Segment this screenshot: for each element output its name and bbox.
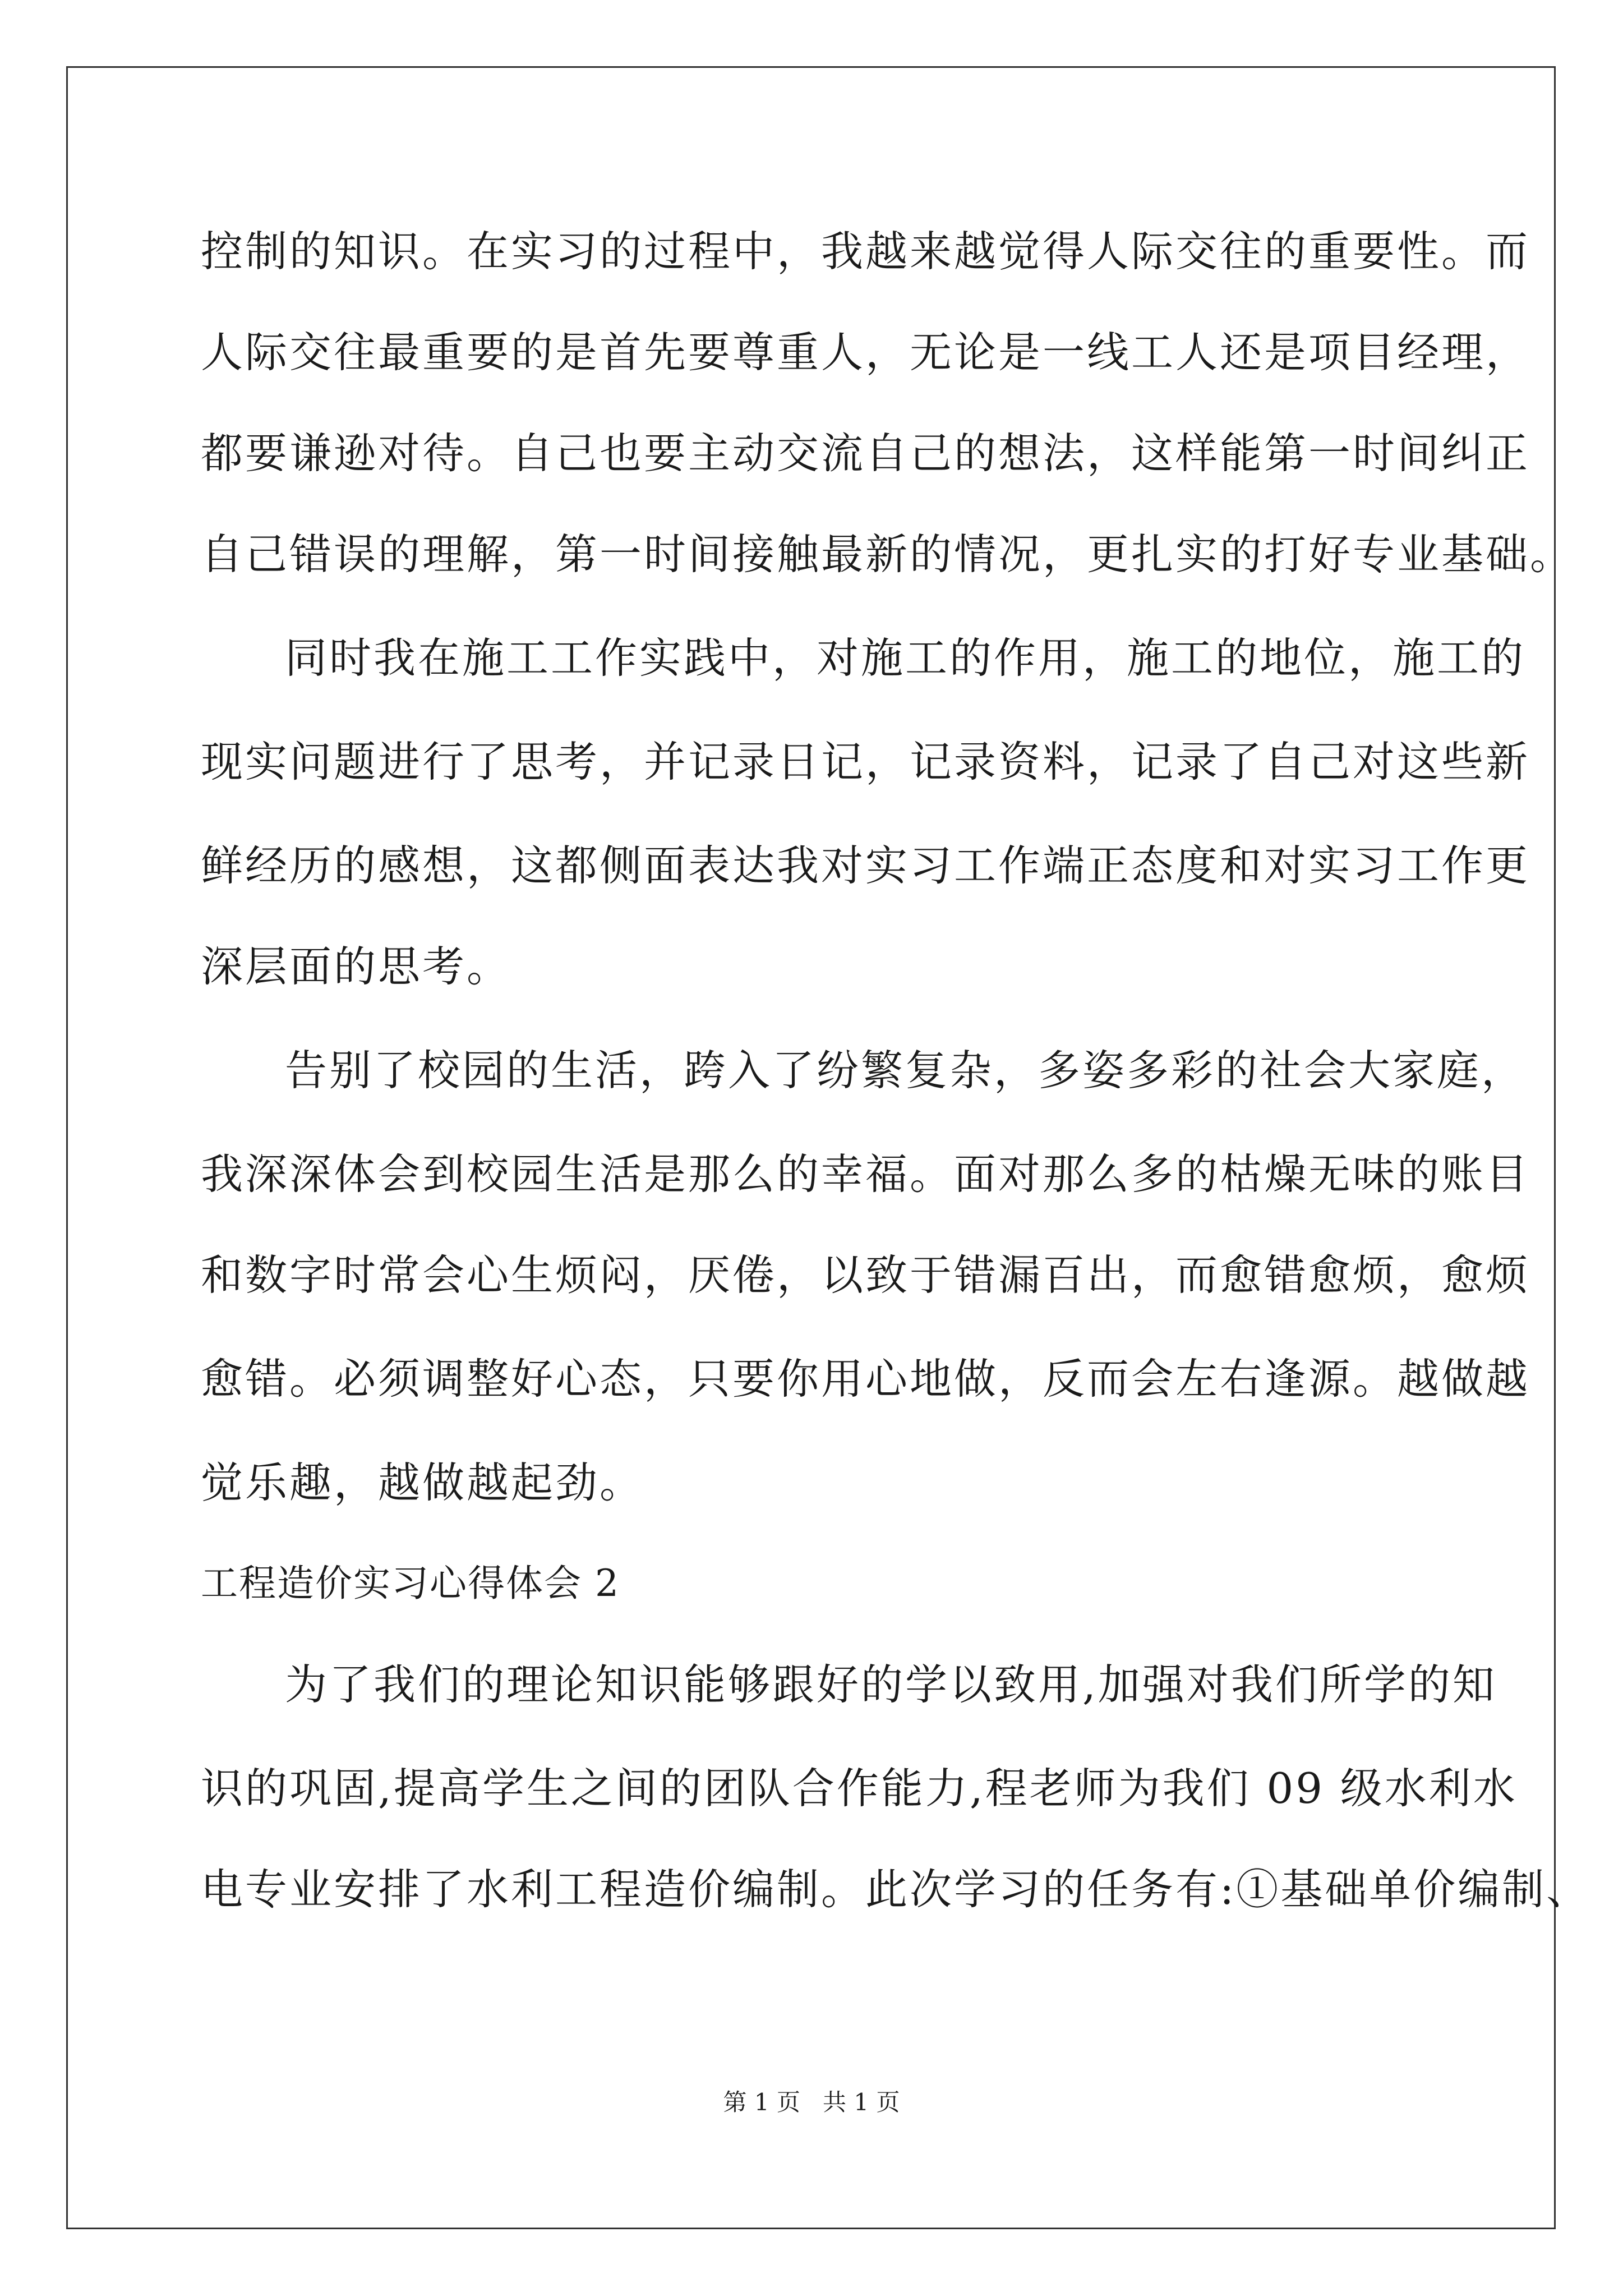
paragraph-line: 告别了校园的生活，跨入了纷繁复杂，多姿多彩的社会大家庭，	[285, 1046, 1526, 1095]
paragraph-line: 鲜经历的感想，这都侧面表达我对实习工作端正态度和对实习工作更	[201, 841, 1530, 890]
paragraph-line: 和数字时常会心生烦闷，厌倦，以致于错漏百出，而愈错愈烦，愈烦	[201, 1250, 1530, 1300]
paragraph-line: 都要谦逊对待。自己也要主动交流自己的想法，这样能第一时间纠正	[201, 429, 1530, 478]
paragraph-line: 自己错误的理解，第一时间接触最新的情况，更扎实的打好专业基础。	[201, 530, 1575, 579]
paragraph-line: 深层面的思考。	[201, 942, 511, 991]
paragraph-line: 现实问题进行了思考，并记录日记，记录资料，记录了自己对这些新	[201, 737, 1530, 786]
paragraph-line: 愈错。必须调整好心态，只要你用心地做，反而会左右逢源。越做越	[201, 1354, 1530, 1404]
paragraph-line: 我深深体会到校园生活是那么的幸福。面对那么多的枯燥无味的账目	[201, 1149, 1530, 1199]
paragraph-line: 同时我在施工工作实践中，对施工的作用，施工的地位，施工的	[285, 633, 1526, 683]
paragraph-line: 识的巩固,提高学生之间的团队合作能力,程老师为我们 09 级水利水	[201, 1764, 1518, 1813]
section-heading: 工程造价实习心得体会 2	[201, 1562, 620, 1605]
paragraph-line: 觉乐趣，越做越起劲。	[201, 1458, 644, 1507]
page-footer: 第 1 页 共 1 页	[723, 2088, 900, 2116]
paragraph-line: 人际交往最重要的是首先要尊重人，无论是一线工人还是项目经理，	[201, 328, 1530, 377]
paragraph-line: 控制的知识。在实习的过程中，我越来越觉得人际交往的重要性。而	[201, 227, 1530, 276]
paragraph-line: 电专业安排了水利工程造价编制。此次学习的任务有:①基础单价编制、	[201, 1865, 1591, 1914]
paragraph-line: 为了我们的理论知识能够跟好的学以致用,加强对我们所学的知	[285, 1660, 1497, 1709]
